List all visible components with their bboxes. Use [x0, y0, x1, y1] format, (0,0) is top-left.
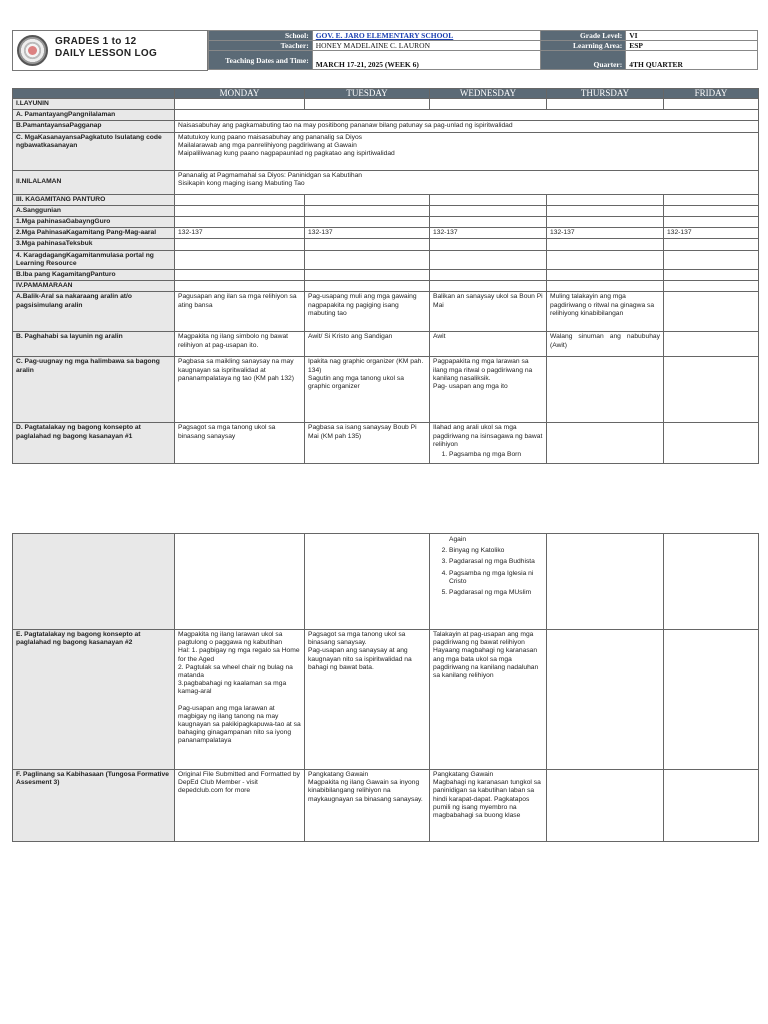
quarter-label: Quarter: [541, 51, 626, 70]
row-gabay-guro: 1.Mga pahinasaGabayngGuro [13, 217, 175, 228]
row-balik-aral: A.Balik-Aral sa nakaraang aralin at/o pagsisimulang aralin [13, 292, 175, 332]
row-paghahabi: B. Paghahabi sa layunin ng aralin [13, 332, 175, 357]
row-teksbuk: 3.Mga pahinasaTeksbuk [13, 239, 175, 250]
pagtatalakay2-wednesday: Talakayin at pag-usapan ang mga pagdiriwang ng bawat relihiyon Hayaang magbahagi ng karanasan ang mga bata ukol sa mga pagdiriwang na kanilang nadaluhan sa kanilang relihiyon [430, 630, 547, 770]
balik-aral-tuesday: Pag-usapang muli ang mga gawaing nagpapakita ng pagiging isang mabuting tao [305, 292, 430, 332]
balik-aral-monday: Pagusapan ang ilan sa mga relihiyon sa ating bansa [175, 292, 305, 332]
pages-monday: 132-137 [175, 228, 305, 239]
row-kagamitang-mag-aaral: 2.Mga PahinasaKagamitang Pang-Mag-aaral [13, 228, 175, 239]
list-item: 2. Binyag ng Katoliko [449, 547, 543, 555]
deped-seal-icon [17, 35, 48, 66]
row-kagamitang-panturo: III. KAGAMITANG PANTURO [13, 194, 175, 205]
paghahabi-monday: Magpakita ng ilang simbolo ng bawat relihiyon at pag-usapan ito. [175, 332, 305, 357]
pag-uugnay-tuesday: Ipakita nag graphic organizer (KM pah. 134) Sagutin ang mga tanong ukol sa graphic organizer [305, 357, 430, 423]
paglinang-tuesday: Pangkatang Gawain Magpakita ng ilang Gawain sa inyong kinabibilangang relihiyon na maykaugnayan sa binasang sanaysay. [305, 770, 430, 842]
learning-area-label: Learning Area: [541, 41, 626, 51]
row-pagtatalakay-1: D. Pagtatalakay ng bagong konsepto at paglalahad ng bagong kasanayan #1 [13, 423, 175, 464]
pagtatalakay1-wednesday: Ilahad ang arali ukol sa mga pagdiriwang na isinsagawa ng bawat relihiyon 1. Pagsamba ng mga Born [430, 423, 547, 464]
row-nilalaman: II.NILALAMAN [13, 170, 175, 194]
nilalaman-value: Pananalig at Pagmamahal sa Diyos: Paninidgan sa Kabutihan Sisikapin kong maging isang Mabuting Tao [175, 170, 759, 194]
row-pamamaraan: IV.PAMAMARAAN [13, 281, 175, 292]
learning-area: ESP [626, 41, 758, 51]
list-item: Again [449, 536, 467, 543]
list-item: 4. Pagsamba ng mga Iglesia ni Cristo [449, 570, 543, 586]
religious-celebrations-list [430, 534, 547, 630]
day-wednesday: WEDNESDAY [430, 89, 547, 99]
day-friday: FRIDAY [664, 89, 759, 99]
pagtatalakay1-monday: Pagsagot sa mga tanong ukol sa binasang sanaysay [175, 423, 305, 464]
school-name: GOV. E. JARO ELEMENTARY SCHOOL [312, 31, 541, 41]
quarter: 4TH QUARTER [626, 51, 758, 70]
pages-thursday: 132-137 [547, 228, 664, 239]
dll-header-box [12, 30, 208, 71]
pag-uugnay-wednesday: Pagpapakita ng mga larawan sa ilang mga ritwal o pagdiriwang na kanilang nasaliksik. Pag- usapan ang mga ito [430, 357, 547, 423]
teacher-label: Teacher: [209, 41, 313, 51]
list-item: 5. Pagdarasal ng mga MUslim [449, 589, 543, 597]
paglinang-wednesday: Pangkatang Gawain Magbahagi ng karanasan tungkol sa paninidigan sa kabutihan laban sa hindi karapat-dapat. Pagkatapos pumili ng isang myembro na magbabahagi sa buong klase [430, 770, 547, 842]
row-iba-pang-kagamitan: B.Iba pang KagamitangPanturo [13, 270, 175, 281]
row-pamantayan-pagganap: B.PamantayansaPagganap [13, 121, 175, 132]
pages-friday: 132-137 [664, 228, 759, 239]
pagtatalakay2-tuesday: Pagsagot sa mga tanong ukol sa binasang sanaysay. Pag-usapan ang sanaysay at ang kaugnayan nito sa ispiritwalidad na bahagi ng bawat bata. [305, 630, 430, 770]
row-pamantayang-pangnilalaman: A. PamantayangPangnilalaman [13, 110, 175, 121]
day-monday: MONDAY [175, 89, 305, 99]
school-label: School: [209, 31, 313, 41]
row-kasanayan: C. MgaKasanayansaPagkatuto Isulatang code ngbawatkasanayan [13, 132, 175, 170]
row-layunin: I.LAYUNIN [13, 99, 175, 110]
pages-tuesday: 132-137 [305, 228, 430, 239]
balik-aral-thursday: Muling talakayin ang mga pagdiriwang o ritwal na ginagwa sa relihiyong kinabibilangan [547, 292, 664, 332]
balik-aral-wednesday: Balikan an sanaysay ukol sa Boun Pi Mai [430, 292, 547, 332]
kasanayan-value: Matutukoy kung paano maisasabuhay ang pananalig sa Diyos Mailalarawab ang mga panrelihiyong pagdiriwang at Gawain Maipaliliwanag kung paano nagpapaunlad ng pagkatao ang ispirtiwalidad [175, 132, 759, 170]
document-title: GRADES 1 to 12 DAILY LESSON LOG [55, 36, 158, 59]
pamantayan-pagganap-value: Naisasabuhay ang pagkamabuting tao na may positibong pananaw bilang patunay sa pag-unlad ng ispiritwalidad [175, 121, 759, 132]
paghahabi-thursday: Walang sinuman ang nabubuhay (Awit) [547, 332, 664, 357]
teacher-name: HONEY MADELAINE C. LAURON [312, 41, 541, 51]
paglinang-monday: Original File Submitted and Formatted by DepEd Club Member - visit depedclub.com for more [175, 770, 305, 842]
dates-label: Teaching Dates and Time: [209, 51, 313, 70]
row-karagdagang-kagamitan: 4. KaragdagangKagamitanmulasa portal ng Learning Resource [13, 250, 175, 269]
row-sanggunian: A.Sanggunian [13, 205, 175, 216]
day-thursday: THURSDAY [547, 89, 664, 99]
teaching-dates: MARCH 17-21, 2025 (WEEK 6) [312, 51, 541, 70]
list-item: 1. Pagsamba ng mga Born [449, 451, 543, 459]
pages-wednesday: 132-137 [430, 228, 547, 239]
pag-uugnay-monday: Pagbasa sa maikling sanaysay na may kaugnayan sa ispritwalidad at pananampalataya ng tao (KM pah 132) [175, 357, 305, 423]
list-item: 3. Pagdarasal ng mga Budhista [449, 558, 543, 566]
grade-level: VI [626, 31, 758, 41]
lesson-log-table-continued [12, 533, 759, 842]
grade-level-label: Grade Level: [541, 31, 626, 41]
paghahabi-tuesday: Awit/ Si Kristo ang Sandigan [305, 332, 430, 357]
row-pagtatalakay-2: E. Pagtatalakay ng bagong konsepto at paglalahad ng bagong kasanayan #2 [13, 630, 175, 770]
day-tuesday: TUESDAY [305, 89, 430, 99]
lesson-log-table [12, 88, 759, 464]
row-paglinang: F. Paglinang sa Kabihasaan (Tungosa Formative Assesment 3) [13, 770, 175, 842]
paghahabi-wednesday: Awit [430, 332, 547, 357]
pagtatalakay2-monday: Magpakita ng ilang larawan ukol sa pagtulong o paggawa ng kabutihan Hal: 1. pagbigay ng mga regalo sa Home for the Aged 2. Pagtulak sa wheel chair ng bulag na matanda 3.pagbabahagi ng kaalaman sa mga kamag-aral Pag-usapan ang mga larawan at magbigay ng ilang tanong na may kaugnayan sa pakikipagkapuwa-tao at sa bahaging ginagampanan nito sa iyong pananampalataya [175, 630, 305, 770]
pagtatalakay1-tuesday: Pagbasa sa isang sanaysay Boub Pi Mai (KM pah 135) [305, 423, 430, 464]
lesson-info-table [208, 30, 758, 70]
row-pag-uugnay: C. Pag-uugnay ng mga halimbawa sa bagong aralin [13, 357, 175, 423]
